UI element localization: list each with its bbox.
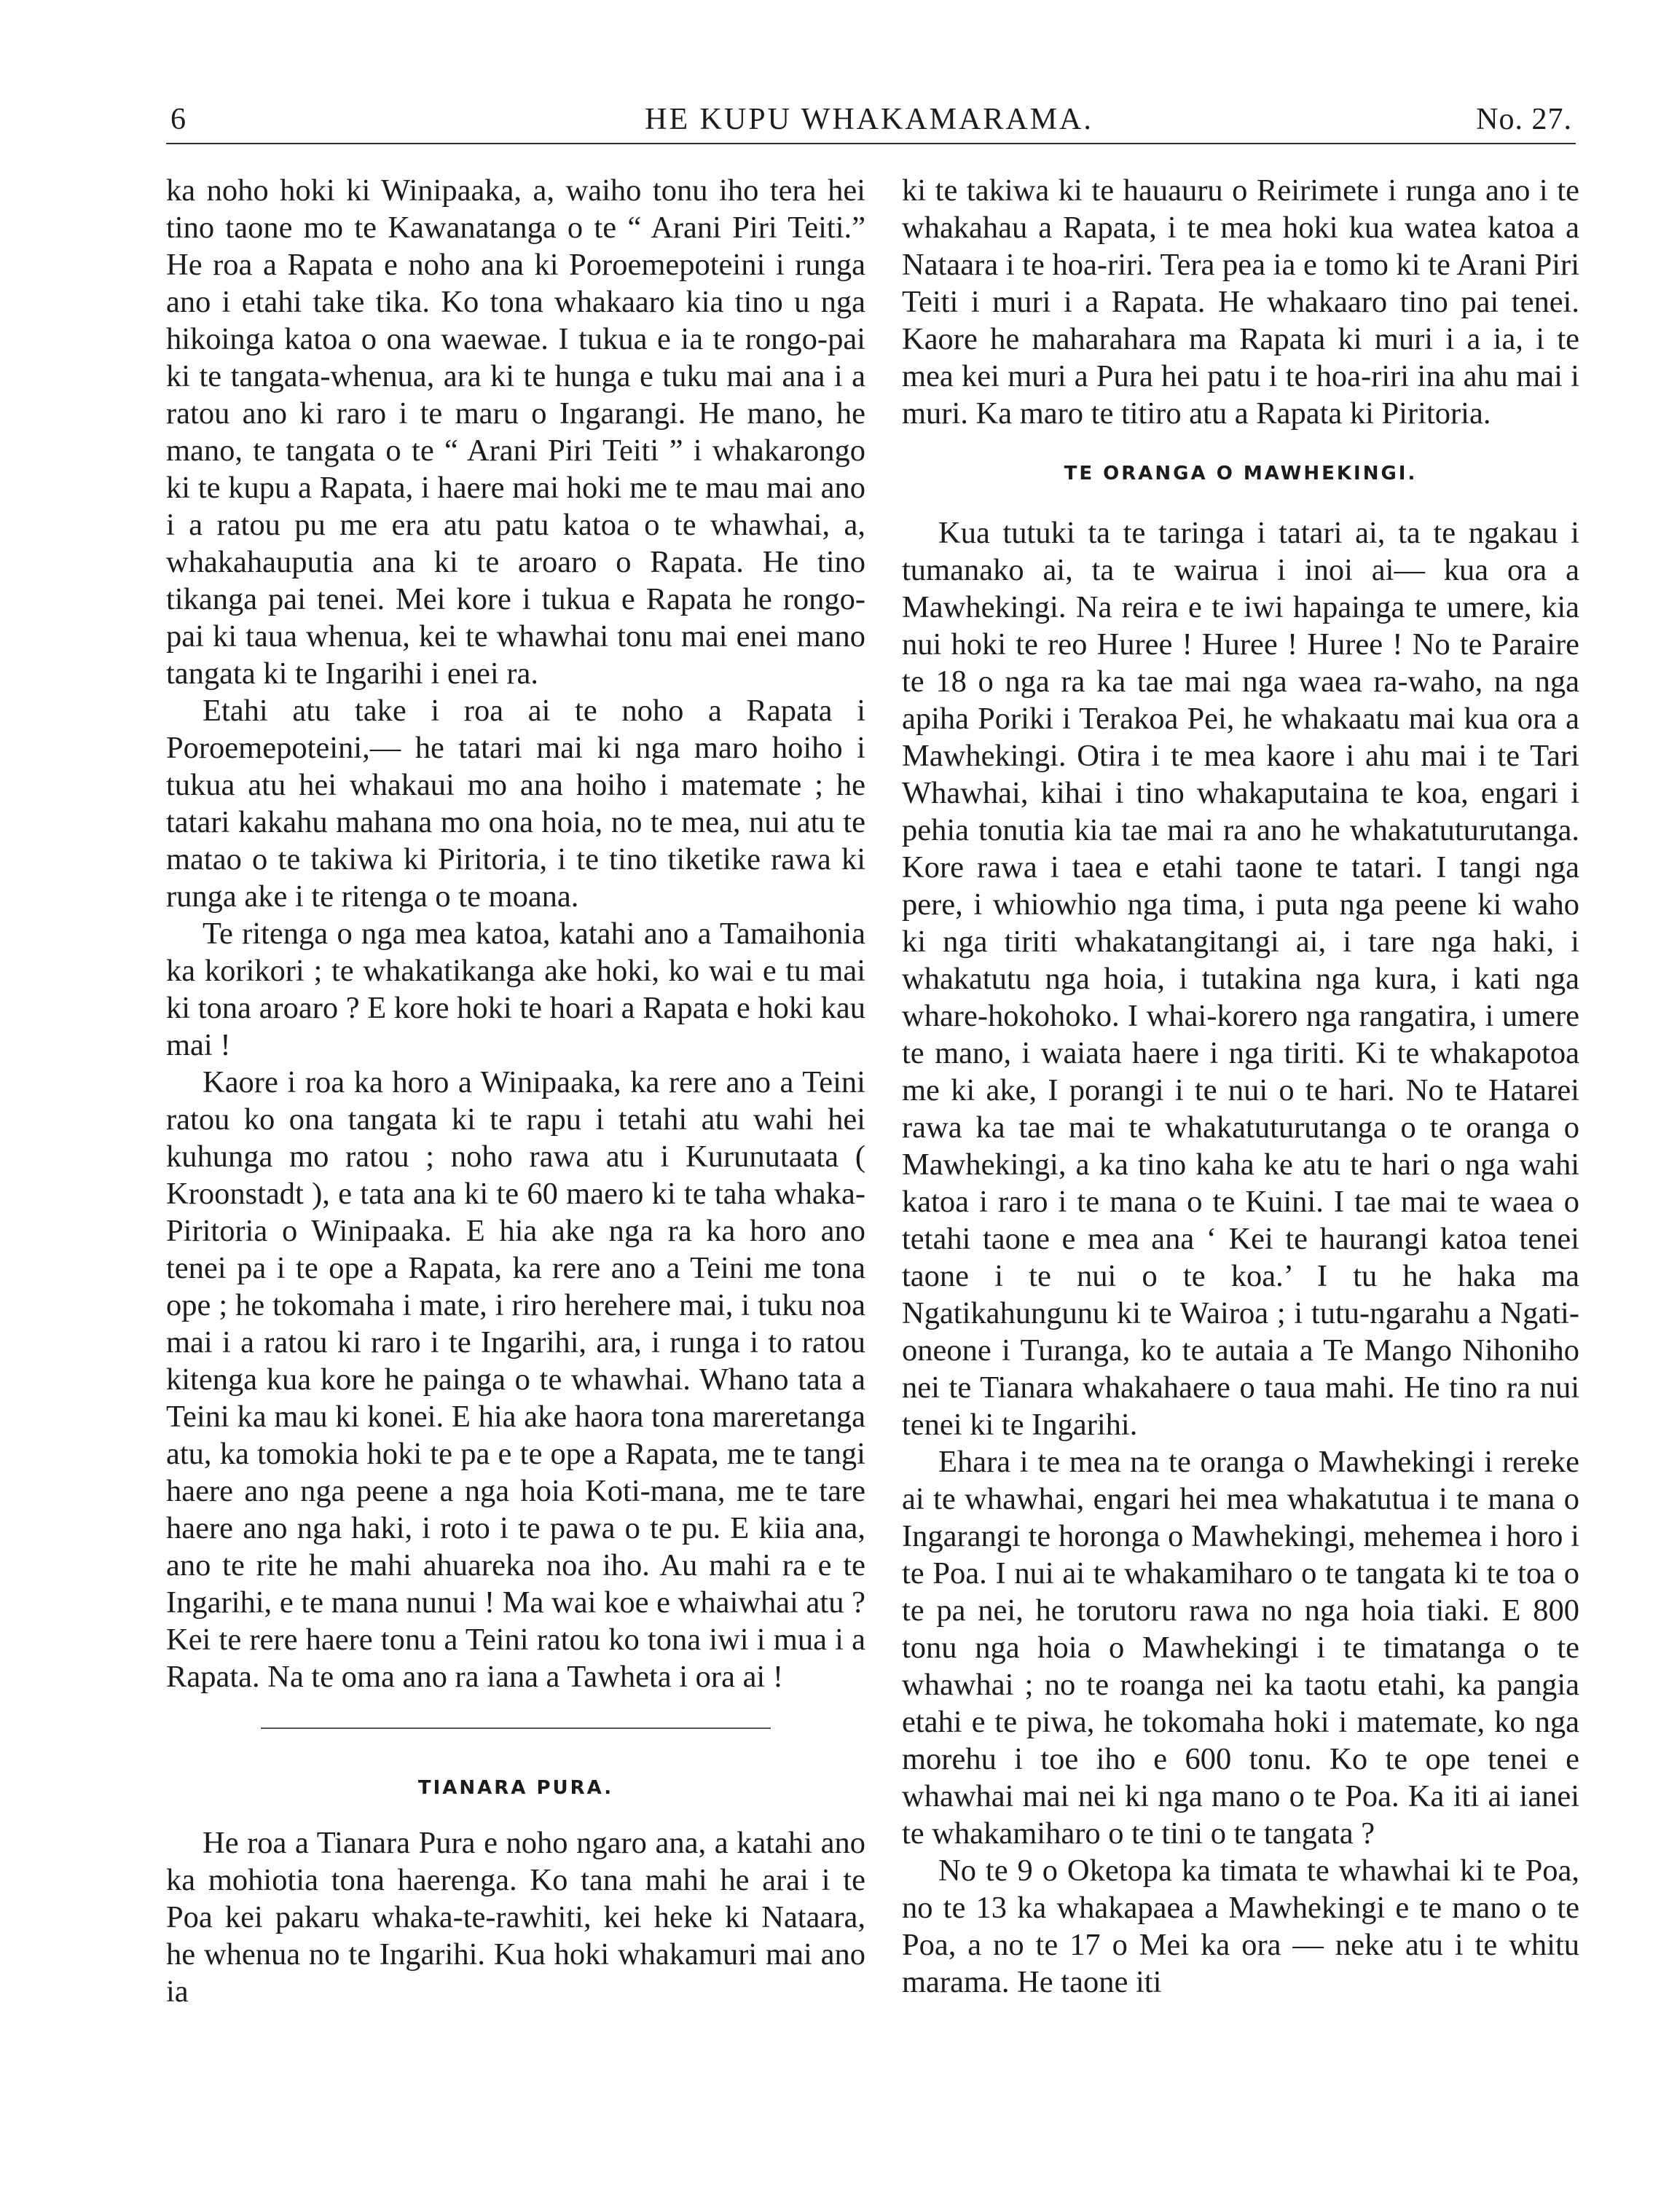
paragraph: He roa a Tianara Pura e noho ngaro ana, a katahi ano ka mohiotia tona haerenga. Ko tana mahi he arai i te Poa kei pakaru whaka-te-rawhiti, kei heke ki Nataara, he whenua no te Ingarihi. Kua hoki whakamuri mai ano ia xyxy=(166,1826,865,2009)
paragraph: Ehara i te mea na te oranga o Mawhekingi i rereke ai te whawhai, engari hei mea whakatutua i te mana o Ingarangi te horonga o Mawhekingi, mehemea i horo i te Poa. I nui ai te whakamiharo o te tangata ki te toa o te pa nei, he torutoru rawa no nga hoia tiaki. E 800 tonu nga hoia o Mawhekingi i te timatanga o te whawhai ; no te roanga nei ka taotu etahi, ka pangia etahi e te piwa, he tokomaha hoki i matemate, ko nga morehu i toe iho e 600 tonu. Ko te ope tenei e whawhai mai nei ki nga mano o te Poa. Ka iti ai ianei te whakamiharo o te tini o te tangata ? xyxy=(902,1445,1579,1851)
paragraph: Kaore i roa ka horo a Winipaaka, ka rere ano a Teini ratou ko ona tangata ki te rapu i tetahi atu wahi hei kuhunga mo ratou ; noho rawa atu i Kurunutaata ( Kroonstadt ), e tata ana ki te 60 maero ki te taha whaka-Piritoria o Winipaaka. E hia ake nga ra ka horo ano tenei pa i te ope a Rapata, ka rere ano a Teini me tona ope ; he tokomaha i mate, i riro herehere mai, i tuku noa mai i a ratou ki raro i te Ingarihi, ara, i runga i to ratou kitenga kua kore he painga o te whawhai. Whano tata a Teini ka mau ki konei. E hia ake haora tona mareretanga atu, ka tomokia hoki te pa e te ope a Rapata, me te tangi haere ano nga peene a nga hoia Koti-mana, me te tare haere ano nga haki, i roto i te pawa o te pu. E kiia ana, ano te rite he mahi ahuareka noa iho. Au mahi ra e te Ingarihi, e te mana nunui ! Ma wai koe e whaiwhai atu ? Kei te rere haere tonu a Teini ratou ko tona iwi i mua i a Rapata. Na te oma ano ra iana a Tawheta i ora ai ! xyxy=(166,1065,865,1694)
running-header xyxy=(166,102,1572,146)
paragraph: ki te takiwa ki te hauauru o Reirimete i runga ano i te whakahau a Rapata, i te mea hoki kua watea katoa a Nataara i te hoa-riri. Tera pea ia e tomo ki te Arani Piri Teiti i muri i a Rapata. He whakaaro tino pai tenei. Kaore he maharahara ma Rapata ki muri i a ia, i te mea kei muri a Pura hei patu i te hoa-riri ina ahu mai i muri. Ka maro te titiro atu a Rapata ki Piritoria. xyxy=(902,173,1579,431)
paragraph: ka noho hoki ki Winipaaka, a, waiho tonu iho tera hei tino taone mo te Kawanatanga o te “ Arani Piri Teiti.” He roa a Rapata e noho ana ki Poroemepoteini i runga ano i etahi take tika. Ko tona whakaaro kia tino u nga hikoinga katoa o ona waewae. I tukua e ia te rongo-pai ki te tangata-whenua, ara ki te hunga e tuku mai ana i a ratou ano ki raro i te maru o Ingarangi. He mano, he mano, te tangata o te “ Arani Piri Teiti ” i whakarongo ki te kupu a Rapata, i haere mai hoki me te mau mai ano i a ratou pu me era atu patu katoa o te whawhai, a, whakahauputia ana ki te aroaro o Rapata. He tino tikanga pai tenei. Mei kore i tukua e Rapata he rongo-pai ki taua whenua, kei te whawhai tonu mai enei mano tangata ki te Ingarihi i enei ra. xyxy=(166,173,865,691)
left-column xyxy=(166,172,865,2010)
paragraph: No te 9 o Oketopa ka timata te whawhai ki te Poa, no te 13 ka whakapaea a Mawhekingi e te mano o te Poa, a no te 17 o Mei ka ora — neke atu i te whitu marama. He taone iti xyxy=(902,1854,1579,2000)
section-heading-te-oranga-o-mawhekingi: TE ORANGA O MAWHEKINGI. xyxy=(1064,463,1418,485)
paragraph: Etahi atu take i roa ai te noho a Rapata i Poroemepoteini,— he tatari mai ki nga maro hoiho i tukua atu hei whakaui mo ana hoiho i matemate ; he tatari kakahu mahana mo ona hoia, no te mea, nui atu te matao o te takiwa ki Piritoria, i te tino tiketike rawa ki runga ake i te ritenga o te moana. xyxy=(166,694,865,914)
paragraph: Te ritenga o nga mea katoa, katahi ano a Tamaihonia ka korikori ; te whakatikanga ake hoki, ko wai e tu mai ki tona aroaro ? E kore hoki te hoari a Rapata e hoki kau mai ! xyxy=(166,917,865,1062)
journal-title: HE KUPU WHAKAMARAMA. xyxy=(645,103,1093,136)
section-divider xyxy=(261,1727,771,1729)
section-heading-tianara-pura: TIANARA PURA. xyxy=(417,1777,614,1799)
issue-number: No. 27. xyxy=(1476,103,1572,136)
header-rule xyxy=(166,143,1576,144)
right-column xyxy=(902,172,1579,2001)
paragraph: Kua tutuki ta te taringa i tatari ai, ta te ngakau i tumanako ai, ta te wairua i inoi ai— kua ora a Mawhekingi. Na reira e te iwi hapainga te umere, kia nui hoki te reo Huree ! Huree ! Huree ! No te Paraire te 18 o nga ra ka tae mai nga waea ra-waho, na nga apiha Poriki i Terakoa Pei, he whakaatu mai kua ora a Mawhekingi. Otira i te mea kaore i ahu mai i te Tari Whawhai, kihai i tino whakaputaina te koa, engari i pehia tonutia kia tae mai ra ano he whakatuturutanga. Kore rawa i taea e etahi taone te tatari. I tangi nga pere, i whiowhio nga tima, i puta nga peene ki waho ki nga tiriti whakatangitangi ai, i tare nga haki, i whakatutu nga hoia, i tutakina nga kura, i kati nga whare-hokohoko. I whai-korero nga rangatira, i umere te mano, i waiata haere i nga tiriti. Ki te whakapotoa me ki ake, I porangi i te nui o te hari. No te Hatarei rawa ka tae mai te whakatuturutanga o te oranga o Mawhekingi, a ka tino kaha ke atu te hari o nga wahi katoa i raro i te mana o te Kuini. I tae mai te waea o tetahi taone e mea ana ‘ Kei te haurangi katoa tenei taone i te nui o te koa.’ I tu he haka ma Ngatikahungunu ki te Wairoa ; i tutu-ngarahu a Ngati-oneone i Turanga, ko te autaia a Te Mango Nihoniho nei te Tianara whakahaere o taua mahi. He tino ra nui tenei ki te Ingarihi. xyxy=(902,516,1579,1443)
page-number: 6 xyxy=(170,103,186,136)
